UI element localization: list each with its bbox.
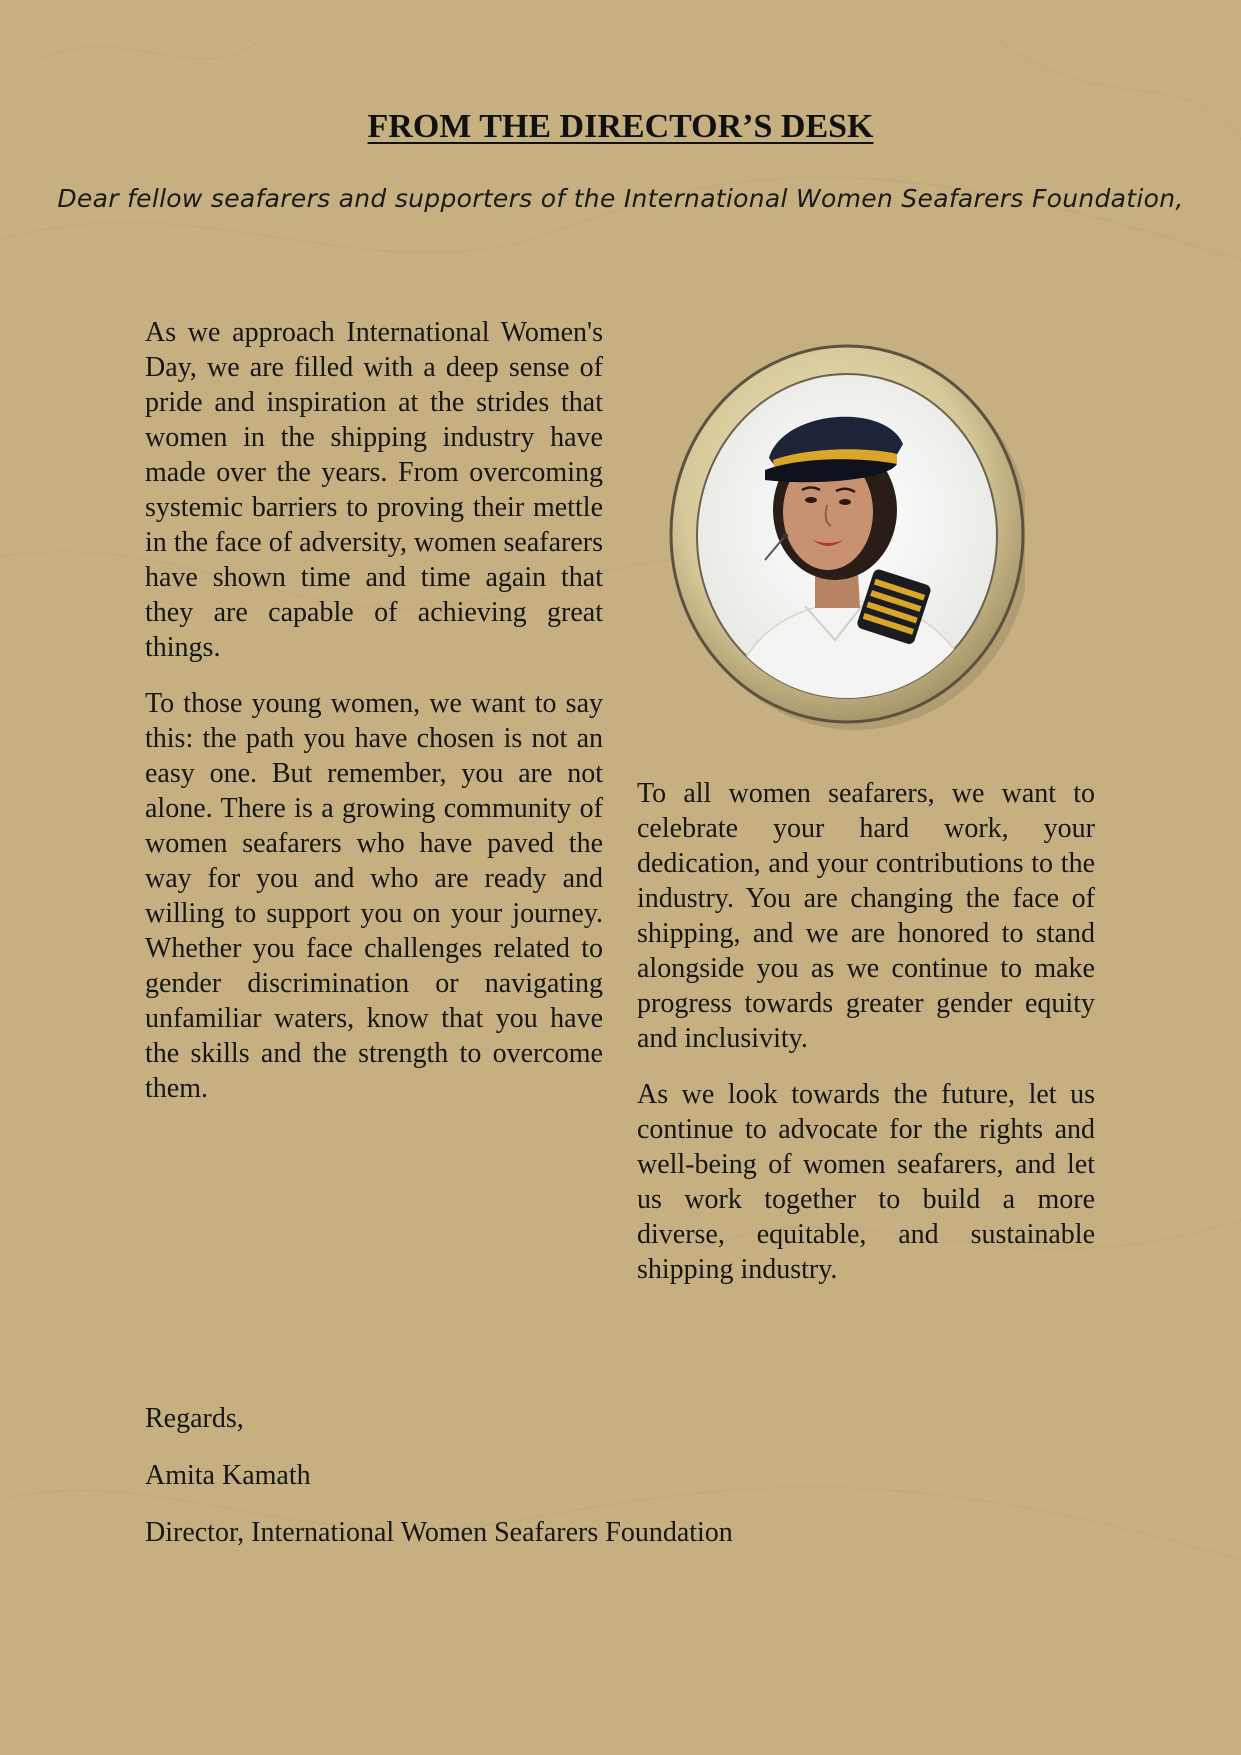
left-column bbox=[145, 315, 603, 1127]
director-portrait bbox=[665, 340, 1025, 730]
closing-text: Regards, bbox=[145, 1403, 244, 1434]
paragraph-1: As we approach International Women's Day, we are filled with a deep sense of pride and inspiration at the strides that women in the shipping industry have made over the years. From overcoming systemic barriers to proving their mettle in the face of adversity, women seafarers have shown time and time again that they are capable of achieving great things. bbox=[145, 317, 603, 663]
right-column bbox=[637, 776, 1095, 1308]
page-title: FROM THE DIRECTOR’S DESK bbox=[367, 108, 874, 145]
paragraph-4: As we look towards the future, let us continue to advocate for the rights and well-being of women seafarers, and let us work together to build a more diverse, equitable, and sustainable shipping industry. bbox=[637, 1079, 1095, 1285]
signoff-block bbox=[145, 1402, 733, 1573]
paragraph-2: To those young women, we want to say this: the path you have chosen is not an easy one. But remember, you are not alone. There is a growing community of women seafarers who have paved the way for you and who are ready and willing to support you on your journey. Whether you face challenges related to gender discrimination or navigating unfamiliar waters, know that you have the skills and the strength to overcome them. bbox=[145, 688, 603, 1104]
paragraph-3: To all women seafarers, we want to celebrate your hard work, your dedication, and your contributions to the industry. You are changing the face of shipping, and we are honored to stand alongside you as we continue to make progress towards greater gender equity and inclusivity. bbox=[637, 778, 1095, 1054]
signer-name: Amita Kamath bbox=[145, 1460, 311, 1491]
signer-role: Director, International Women Seafarers Foundation bbox=[145, 1517, 733, 1548]
salutation-line: Dear fellow seafarers and supporters of the International Women Seafarers Foundation, bbox=[57, 184, 1184, 213]
